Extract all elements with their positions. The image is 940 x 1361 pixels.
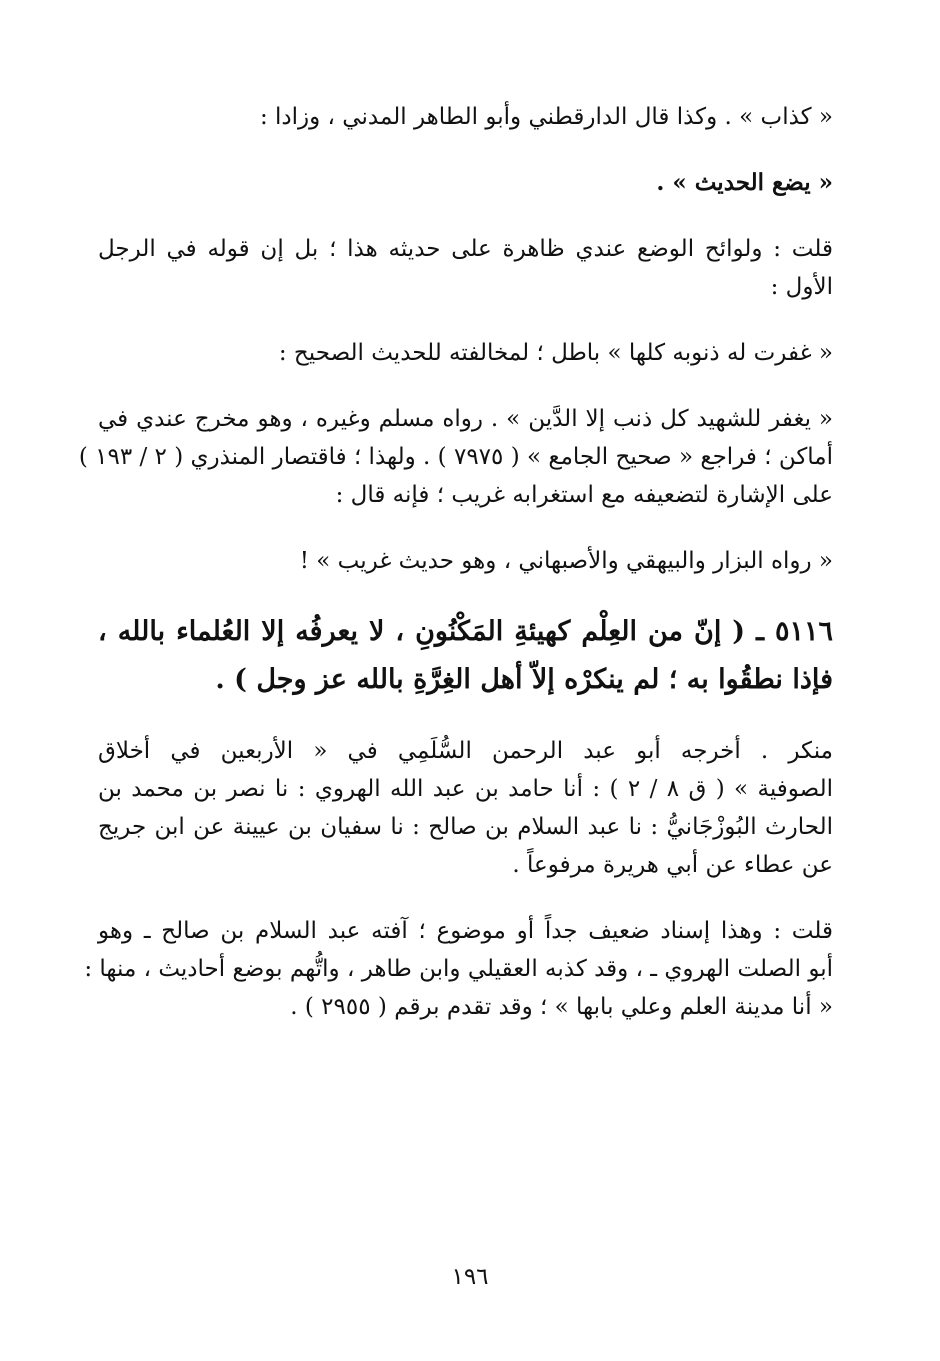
text-line: قلت : وهذا إسناد ضعيف جداً أو موضوع ؛ آفته عبد السلام بن صالح ـ وهو [98, 918, 833, 944]
hadith-line: ٥١١٦ ـ ( إنّ من العِلْم كهيئةِ المَكْنُونِ ، لا يعرفُه إلا العُلماء بالله ، [98, 616, 833, 647]
text-line: قلت : ولوائح الوضع عندي ظاهرة على حديثه هذا ؛ بل إن قوله في الرجل [98, 236, 833, 262]
paragraph [98, 164, 833, 202]
text-line: أبو الصلت الهروي ـ ، وقد كذبه العقيلي وابن طاهر ، واتُّهم بوضع أحاديث ، منها : [84, 956, 833, 982]
hadith-line: فإذا نطقُوا به ؛ لم ينكرْه إلاّ أهل الغِرَّةِ بالله عز وجل ) . [215, 664, 833, 695]
text-line: عن عطاء عن أبي هريرة مرفوعاً . [512, 852, 833, 878]
text-line: « يضع الحديث » . [656, 169, 833, 196]
text-line: « غفرت له ذنوبه كلها » باطل ؛ لمخالفته للحديث الصحيح : [278, 340, 833, 366]
paragraph [98, 542, 833, 580]
paragraph [98, 98, 833, 136]
text-line: الحارث البُوزْجَانيُّ : نا عبد السلام بن صالح : نا سفيان بن عيينة عن ابن جريج [98, 814, 833, 840]
text-line: الأول : [770, 274, 833, 300]
text-line: منكر . أخرجه أبو عبد الرحمن السُّلَمِي في « الأربعين في أخلاق [98, 738, 833, 764]
text-line: « أنا مدينة العلم وعلي بابها » ؛ وقد تقدم برقم ( ٢٩٥٥ ) . [290, 994, 833, 1020]
page-number: ١٩٦ [451, 1264, 489, 1290]
text-line: أماكن ؛ فراجع « صحيح الجامع » ( ٧٩٧٥ ) . ولهذا ؛ فاقتصار المنذري ( ٢ / ١٩٣ ) [78, 444, 833, 470]
paragraph [78, 400, 833, 514]
text-line: الصوفية » ( ق ٨ / ٢ ) : أنا حامد بن عبد الله الهروي : نا نصر بن محمد بن [98, 776, 833, 802]
text-line: « رواه البزار والبيهقي والأصبهاني ، وهو حديث غريب » ! [299, 548, 833, 574]
text-line: على الإشارة لتضعيفه مع استغرابه غريب ؛ فإنه قال : [335, 482, 833, 508]
paragraph [98, 732, 833, 884]
page-body [78, 98, 833, 1026]
paragraph [98, 334, 833, 372]
text-line: « يغفر للشهيد كل ذنب إلا الدَّين » . رواه مسلم وغيره ، وهو مخرج عندي في [98, 406, 833, 432]
paragraph [84, 912, 833, 1026]
paragraph [98, 230, 833, 306]
hadith-text [98, 608, 833, 704]
text-line: « كذاب » . وكذا قال الدارقطني وأبو الطاهر المدني ، وزادا : [259, 104, 833, 130]
